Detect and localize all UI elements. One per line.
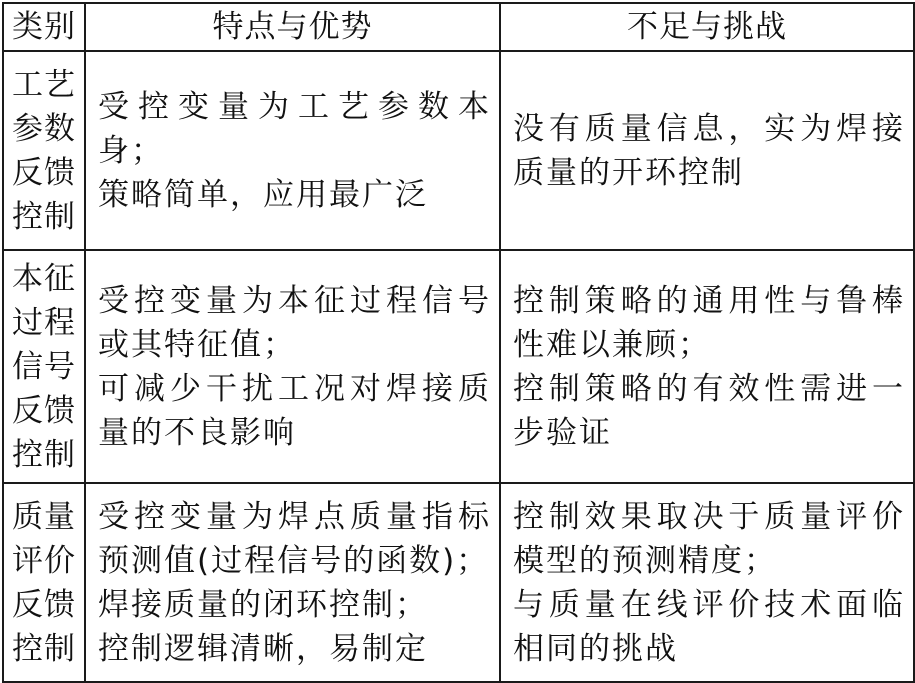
challenge-line: 没有质量信息，实为焊接质量的开环控制 xyxy=(513,110,905,191)
challenge-line: 与质量在线评价技术面临相同的挑战 xyxy=(513,586,905,667)
challenge-line: 控制效果取决于质量评价模型的预测精度； xyxy=(513,498,905,579)
challenge-line: 控制策略的通用性与鲁棒性难以兼顾； xyxy=(513,282,905,363)
row-category: 质量评价反馈控制 xyxy=(3,483,85,682)
row-challenges xyxy=(500,483,914,682)
table-row xyxy=(3,250,914,483)
row-features xyxy=(85,483,500,682)
feature-line: 策略简单，应用最广泛 xyxy=(98,176,428,213)
table-row xyxy=(3,51,914,250)
header-challenges: 不足与挑战 xyxy=(500,3,914,51)
comparison-table xyxy=(2,2,915,683)
row-category: 本征过程信号反馈控制 xyxy=(3,250,85,483)
feature-line: 受控变量为焊点质量指标预测值(过程信号的函数)； xyxy=(98,498,491,579)
header-category: 类别 xyxy=(3,3,85,51)
table-header-row xyxy=(3,3,914,51)
feature-line: 受控变量为本征过程信号或其特征值； xyxy=(98,282,491,363)
feature-line: 控制逻辑清晰，易制定 xyxy=(98,630,428,667)
row-challenges xyxy=(500,250,914,483)
row-features xyxy=(85,51,500,250)
header-features: 特点与优势 xyxy=(85,3,500,51)
row-category: 工艺参数反馈控制 xyxy=(3,51,85,250)
challenge-line: 控制策略的有效性需进一步验证 xyxy=(513,370,905,451)
row-features xyxy=(85,250,500,483)
row-challenges xyxy=(500,51,914,250)
feature-line: 焊接质量的闭环控制； xyxy=(98,586,428,623)
table-row xyxy=(3,483,914,682)
feature-line: 可减少干扰工况对焊接质量的不良影响 xyxy=(98,370,491,451)
feature-line: 受控变量为工艺参数本身； xyxy=(98,88,491,169)
